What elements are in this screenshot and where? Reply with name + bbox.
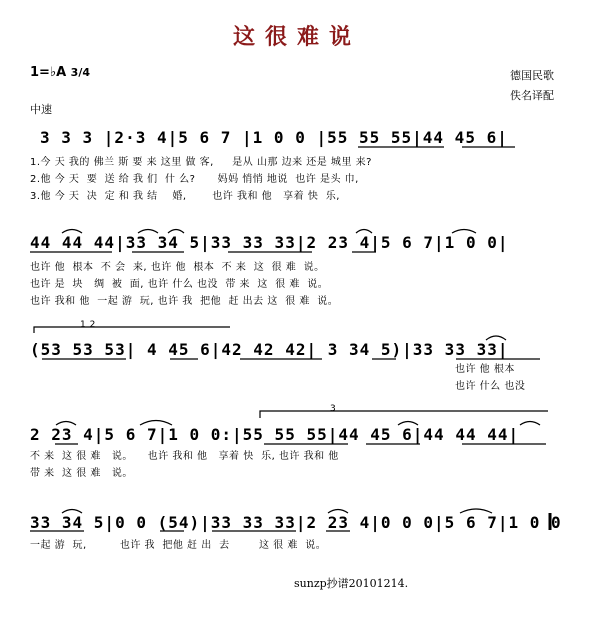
notation-line-1: 3 3 3 |2·3 4|5 6 7 |1 0 0 |55 55 55|44 45 6| [40, 128, 508, 147]
notation-line-2: 44 44 44|33 34 5|33 33 33|2 23 4|5 6 7|1 0 0| [30, 233, 509, 252]
lyrics-1-verse-2: 2.他 今 天 要 送 给 我 们 什 么? 妈妈 悄悄 地说 也许 是头 巾, [30, 174, 359, 185]
volta-2-label: 3 [330, 404, 337, 414]
key-label: 1=♭A [30, 65, 67, 80]
translator-credit: 佚名译配 [510, 89, 554, 102]
lyrics-1-verse-1: 1.今 天 我的 佛兰 斯 要 来 这里 做 客, 是从 山那 边来 还是 城里 来? [30, 157, 372, 168]
volta-1-label: 1 2 [80, 320, 96, 330]
time-signature: 3/4 [70, 66, 90, 79]
lyrics-2-verse-1: 也许 他 根本 不 会 来, 也许 他 根本 不 来 这 很 难 说。 [30, 262, 325, 273]
lyrics-5-verse-1: 一起 游 玩, 也许 我 把他 赶 出 去 这 很 难 说。 [30, 540, 327, 551]
lyrics-1-verse-3: 3.他 今 天 决 定 和 我 结 婚, 也许 我和 他 享着 快 乐, [30, 191, 340, 202]
lyrics-2-verse-2: 也许 是 块 绸 被 面, 也许 什么 也没 带 来 这 很 难 说。 [30, 279, 329, 290]
notation-line-4: 2 23 4|5 6 7|1 0 0:|55 55 55|44 45 6|44 44 44| [30, 425, 520, 444]
notation-line-3: (53 53 53| 4 45 6|42 42 42| 3 34 5)|33 33 33| [30, 340, 509, 359]
lyrics-4-verse-2: 带 来 这 很 难 说。 [30, 468, 133, 479]
lyrics-2-verse-3: 也许 我和 他 一起 游 玩, 也许 我 把他 赶 出去 这 很 难 说。 [30, 296, 339, 307]
tempo-marking: 中速 [30, 103, 52, 116]
lyrics-3-verse-1: 也许 他 根本 [455, 364, 515, 375]
lyrics-3-verse-2: 也许 什么 也没 [455, 381, 526, 392]
notation-line-5: 33 34 5|0 0 (54)|33 33 33|2 23 4|0 0 0|5 6 7|1 0 0 [30, 513, 562, 532]
song-title: 这很难说 [232, 24, 361, 50]
lyrics-4-verse-1: 不 来 这 很 难 说。 也许 我和 他 享着 快 乐, 也许 我和 他 [30, 451, 339, 462]
composer-credit: 德国民歌 [510, 69, 554, 82]
transcriber-note: sunzp抄谱20101214. [294, 577, 409, 590]
